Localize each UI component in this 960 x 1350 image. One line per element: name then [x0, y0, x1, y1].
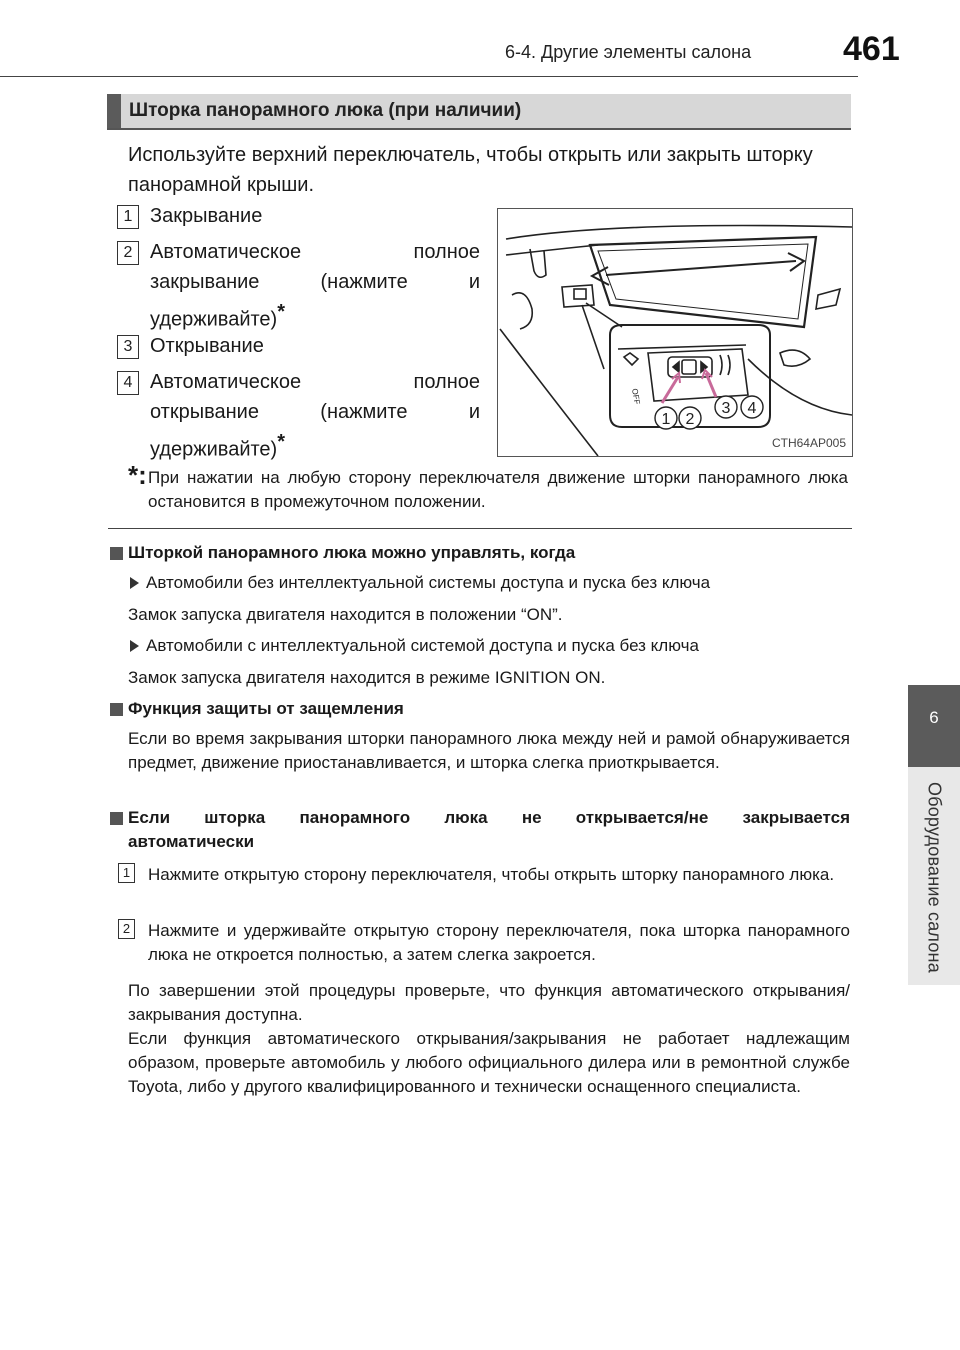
callout-3: 3 [721, 400, 731, 417]
header-rule [0, 76, 858, 77]
legend-item-4-line2: открывание (нажмите и [150, 401, 480, 423]
closing-paragraph-1: По завершении этой процедуры проверьте, что функция автоматического открывания/закрывания доступна. [128, 981, 850, 1024]
jam-protection-text: Если во время закрывания шторки панорамного люка между ней и рамой обнаруживается предмет, движение приостанавливается, и шторка слегка приоткрывается. [128, 729, 850, 772]
step-text-2: Нажмите и удерживайте открытую сторону переключателя, пока шторка панорамного люка не откроется полностью, а затем слегка закроется. [148, 921, 850, 964]
step-number-2: 2 [118, 919, 135, 939]
legend-number-4: 4 [117, 371, 139, 395]
heading-operate: Шторкой панорамного люка можно управлять, когда [128, 543, 576, 562]
condition-text-2: Замок запуска двигателя находится в режиме IGNITION ON. [128, 668, 606, 687]
condition-label-2: Автомобили с интеллектуальной системой доступа и пуска без ключа [146, 636, 699, 655]
legend-item-4-line1: Автоматическое полное [150, 371, 480, 393]
sunshade-switch-illustration [497, 208, 853, 457]
chapter-number: 6 [929, 708, 939, 727]
legend-line: удерживайте) [150, 308, 278, 331]
footnote-marker: *: [128, 460, 147, 490]
switch-off-label: OFF [630, 387, 642, 406]
legend-item-2-line1: Автоматическое полное [150, 241, 480, 263]
legend-line: Закрывание [150, 205, 263, 227]
heading-square-icon [110, 547, 123, 560]
callout-4: 4 [747, 400, 757, 417]
figure-code: CTH64AP005 [771, 436, 846, 450]
step-text-1: Нажмите открытую сторону переключателя, чтобы открыть шторку панорамного люка. [148, 865, 835, 884]
triangle-bullet-icon [130, 577, 139, 589]
step-number-1: 1 [118, 863, 135, 883]
footnote-text: При нажатии на любую сторону переключателя движение шторки панорамного люка остановится в промежуточном положении. [148, 468, 848, 511]
legend-item-1 [150, 201, 480, 231]
triangle-bullet-icon [130, 640, 139, 652]
legend-item-2-line3 [150, 297, 480, 335]
legend-item-3 [150, 331, 480, 361]
page-number: 461 [843, 30, 900, 68]
heading-jam-protection: Функция защиты от защемления [128, 699, 404, 718]
intro-paragraph: Используйте верхний переключатель, чтобы открыть или закрыть шторку панорамной крыши. [128, 144, 813, 196]
condition-text-1: Замок запуска двигателя находится в положении “ON”. [128, 605, 563, 624]
legend-line: Открывание [150, 335, 264, 357]
heading-square-icon [110, 812, 123, 825]
legend-line: удерживайте) [150, 438, 278, 461]
callout-2: 2 [685, 411, 695, 428]
legend-item-2-line2: закрывание (нажмите и [150, 271, 480, 293]
legend-number-1: 1 [117, 205, 139, 229]
running-header-section: 6-4. Другие элементы салона [505, 42, 752, 62]
closing-paragraph-2: Если функция автоматического открывания/закрывания не работает надлежащим образом, проверьте автомобиль у любого официального дилера или в ремонтной службе Toyota, либо у другого квалифицированного и технически оснащенного специалиста. [128, 1029, 850, 1096]
asterisk: * [277, 301, 286, 323]
heading-manual-line2: автоматически [128, 832, 255, 851]
legend-item-4-line3 [150, 427, 480, 465]
section-title: Шторка панорамного люка (при наличии) [129, 100, 522, 121]
title-accent [107, 94, 121, 128]
section-divider [108, 528, 852, 529]
callout-1: 1 [661, 411, 671, 428]
illustration-drawing [498, 209, 852, 456]
heading-manual-line1: Если шторка панорамного люка не открывается/не закрывается [128, 808, 850, 827]
legend-number-2: 2 [117, 241, 139, 265]
condition-label-1: Автомобили без интеллектуальной системы доступа и пуска без ключа [146, 573, 711, 592]
legend-number-3: 3 [117, 335, 139, 359]
asterisk: * [277, 431, 286, 453]
heading-square-icon [110, 703, 123, 716]
chapter-title: Оборудование салона [924, 782, 945, 973]
section-title-bar [107, 94, 851, 130]
